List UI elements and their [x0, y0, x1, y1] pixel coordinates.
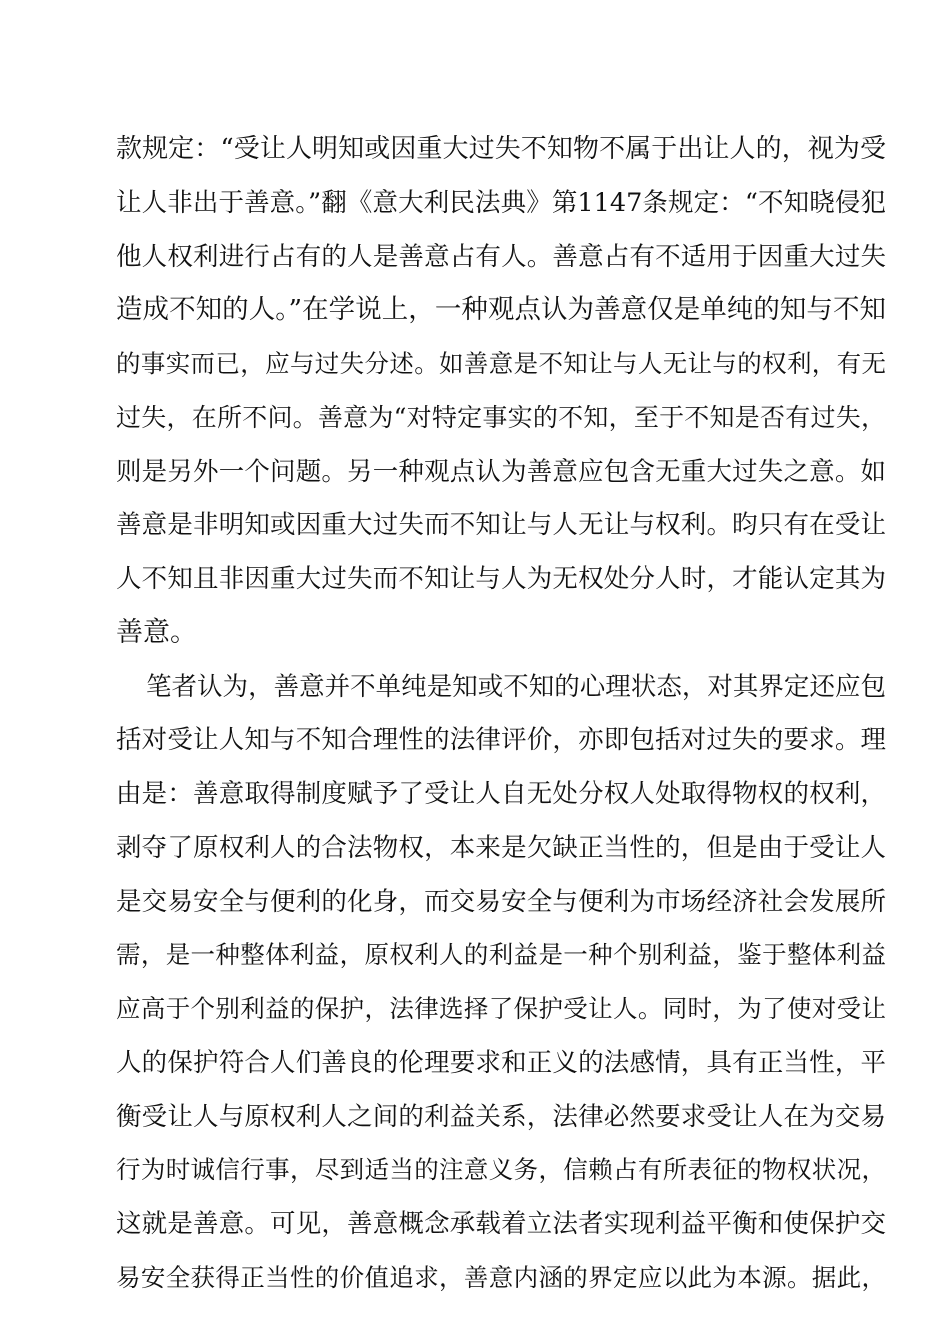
text-line: 是交易安全与便利的化身，而交易安全与便利为市场经济社会发展所 — [116, 887, 886, 917]
text-line: 他人权利进行占有的人是善意占有人。善意占有不适用于因重大过失 — [116, 242, 886, 272]
text-line: 善意是非明知或因重大过失而不知让与人无让与权利。昀只有在受让 — [116, 510, 886, 540]
text-line: 人不知且非因重大过失而不知让与人为无权处分人时，才能认定其为 — [116, 564, 886, 594]
text-line: 需，是一种整体利益，原权利人的利益是一种个别利益，鉴于整体利益 — [116, 940, 886, 969]
text-line: 衡受让人与原权利人之间的利益关系，法律必然要求受让人在为交易 — [116, 1102, 886, 1132]
text-line: 则是另外一个问题。另一种观点认为善意应包含无重大过失之意。如 — [116, 457, 886, 487]
text-line: 由是：善意取得制度赋予了受让人自无处分权人处取得物权的权利， — [116, 779, 886, 809]
text-line: 让人非出于善意。”翻《意大利民法典》第1147条规定：“不知晓侵犯 — [116, 188, 886, 218]
text-line: 款规定：“受让人明知或因重大过失不知物不属于出让人的，视为受 — [116, 134, 886, 164]
text-line: 行为时诚信行事，尽到适当的注意义务，信赖占有所表征的物权状况， — [116, 1155, 886, 1184]
text-line: 的事实而已，应与过失分述。如善意是不知让与人无让与的权利，有无 — [116, 349, 886, 378]
text-line: 善意。 — [116, 617, 197, 648]
text-line: 应高于个别利益的保护，法律选择了保护受让人。同时，为了使对受让 — [116, 994, 886, 1023]
text-line: 造成不知的人。”在学说上，一种观点认为善意仅是单纯的知与不知 — [116, 294, 886, 325]
paragraph-first-line: 笔者认为，善意并不单纯是知或不知的心理状态，对其界定还应包 — [146, 672, 886, 702]
text-line: 这就是善意。可见，善意概念承载着立法者实现利益平衡和使保护交 — [116, 1209, 886, 1239]
text-line: 易安全获得正当性的价值追求，善意内涵的界定应以此为本源。据此， — [116, 1263, 886, 1292]
text-line: 过失，在所不问。善意为“对特定事实的不知，至于不知是否有过失， — [116, 403, 886, 432]
text-line: 括对受让人知与不知合理性的法律评价，亦即包括对过失的要求。理 — [116, 725, 886, 755]
text-line: 人的保护符合人们善良的伦理要求和正义的法感情，具有正当性，平 — [116, 1048, 886, 1078]
text-line: 剥夺了原权利人的合法物权，本来是欠缺正当性的，但是由于受让人 — [116, 833, 886, 863]
